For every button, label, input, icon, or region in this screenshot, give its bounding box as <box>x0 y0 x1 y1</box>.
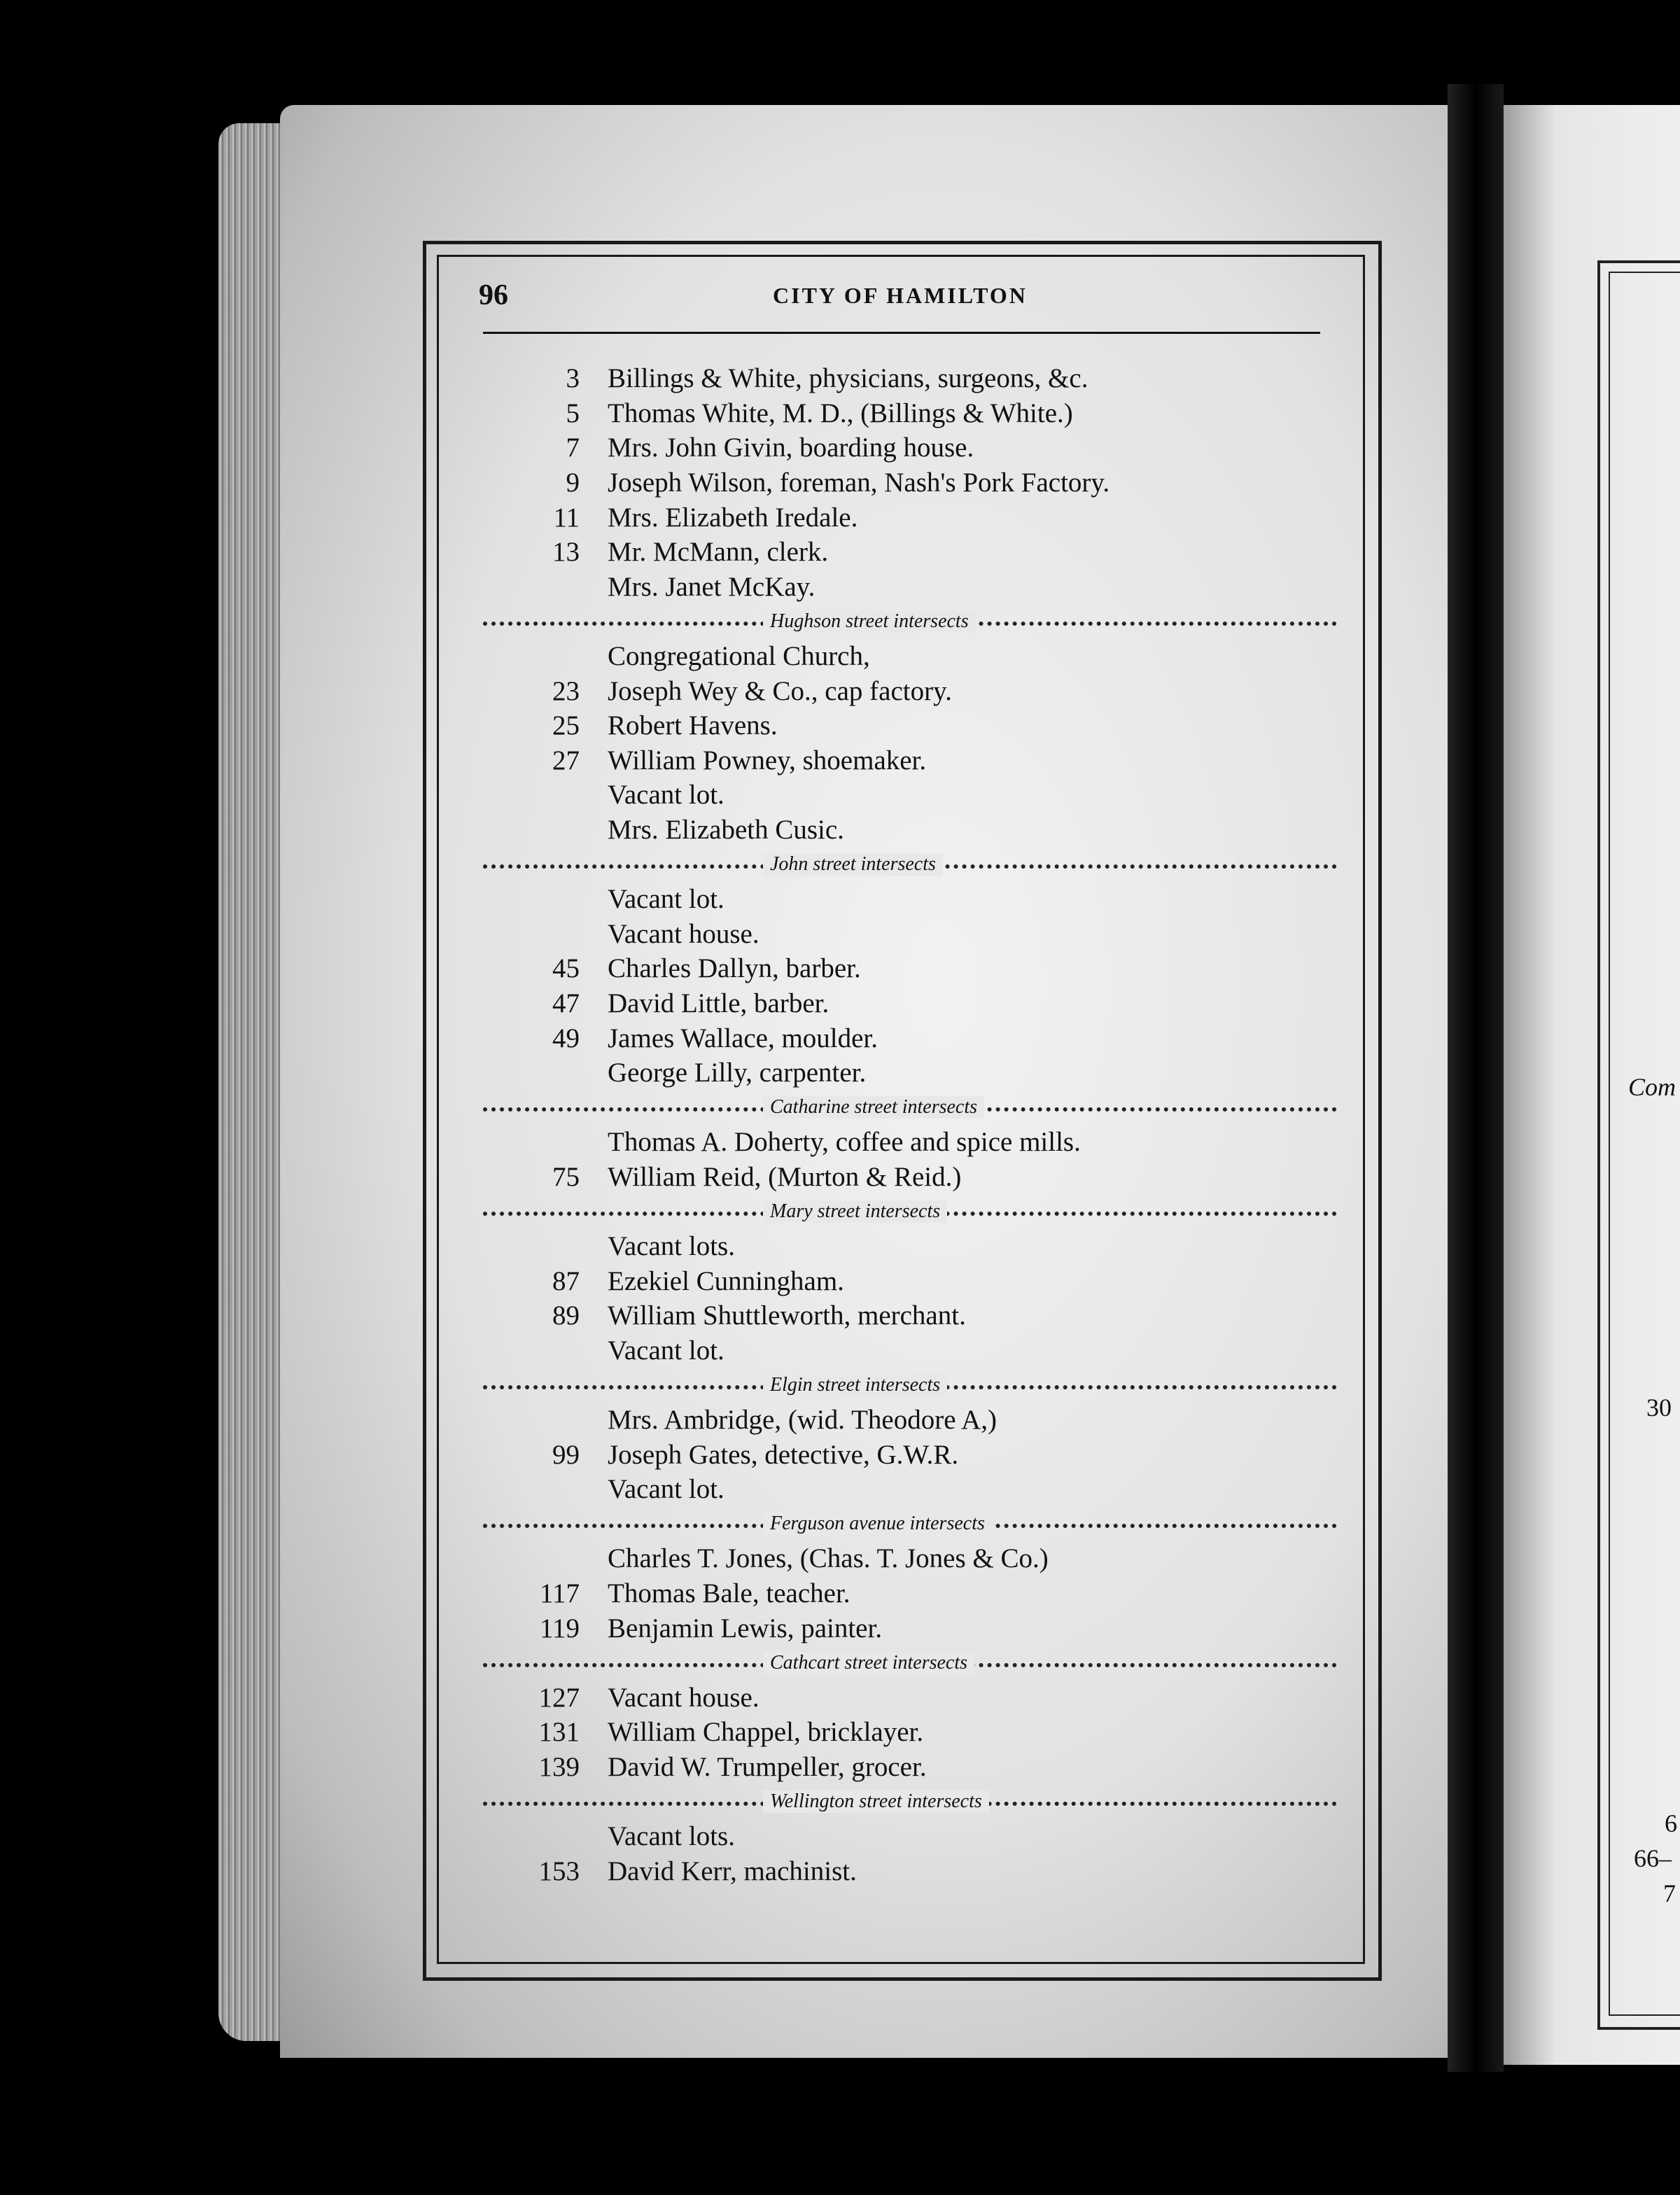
intersection-label: Mary street intersects <box>763 1200 947 1223</box>
street-intersection-divider <box>483 1507 1337 1542</box>
directory-entry <box>483 535 1337 570</box>
occupant-text: Vacant lot. <box>608 780 724 811</box>
occupant-text: Vacant lots. <box>608 1231 735 1262</box>
directory-entry <box>483 639 1337 674</box>
occupant-text: George Lilly, carpenter. <box>608 1058 867 1088</box>
directory-entry <box>483 1750 1337 1785</box>
occupant-text: Thomas Bale, teacher. <box>608 1578 850 1609</box>
intersection-label: John street intersects <box>763 853 943 876</box>
street-intersection-divider <box>483 1090 1337 1125</box>
directory-entry <box>483 951 1337 986</box>
page-number: 96 <box>479 279 508 311</box>
occupant-text: Joseph Wilson, foreman, Nash's Pork Factory. <box>608 468 1110 498</box>
occupant-text: Thomas White, M. D., (Billings & White.) <box>608 398 1073 428</box>
occupant-text: David Little, barber. <box>608 988 830 1018</box>
occupant-text: Mrs. Ambridge, (wid. Theodore A,) <box>608 1405 997 1436</box>
occupant-text: Robert Havens. <box>608 710 778 741</box>
directory-entry <box>483 465 1337 500</box>
header-rule <box>483 332 1320 334</box>
directory-entry <box>483 430 1337 465</box>
directory-entry <box>483 708 1337 743</box>
house-number: 139 <box>538 1752 580 1783</box>
house-number: 99 <box>552 1439 580 1470</box>
directory-entry <box>483 1437 1337 1472</box>
occupant-text: Vacant lot. <box>608 884 724 915</box>
occupant-text: Joseph Wey & Co., cap factory. <box>608 675 952 706</box>
house-number: 127 <box>538 1682 580 1713</box>
intersection-label: Ferguson avenue intersects <box>763 1513 992 1535</box>
right-page-frame-inner <box>1609 272 1680 2016</box>
directory-entry <box>483 1819 1337 1854</box>
directory-entry <box>483 1298 1337 1333</box>
occupant-text: Mrs. Elizabeth Iredale. <box>608 502 858 533</box>
directory-entry <box>483 986 1337 1021</box>
directory-entry <box>483 1715 1337 1750</box>
directory-entry <box>483 778 1337 813</box>
right-page-fragment-7: 7 <box>1663 1879 1676 1907</box>
occupant-text: Charles Dallyn, barber. <box>608 953 861 984</box>
directory-entry <box>483 396 1337 431</box>
occupant-text: Ezekiel Cunningham. <box>608 1265 844 1296</box>
house-number: 5 <box>566 398 580 428</box>
occupant-text: Vacant lots. <box>608 1821 735 1852</box>
occupant-text: Mr. McMann, clerk. <box>608 537 829 568</box>
directory-entry <box>483 813 1337 848</box>
house-number: 9 <box>566 468 580 498</box>
directory-entry <box>483 570 1337 605</box>
house-number: 117 <box>539 1578 580 1609</box>
occupant-text: Charles T. Jones, (Chas. T. Jones & Co.) <box>608 1543 1049 1574</box>
occupant-text: William Chappel, bricklayer. <box>608 1717 924 1748</box>
right-page-fragment-66: 66– <box>1634 1844 1672 1872</box>
occupant-text: William Powney, shoemaker. <box>608 745 927 776</box>
street-intersection-divider <box>483 604 1337 639</box>
directory-entry <box>483 882 1337 917</box>
house-number: 153 <box>538 1856 580 1886</box>
directory-entry <box>483 1403 1337 1438</box>
house-number: 47 <box>552 988 580 1018</box>
directory-entry <box>483 1576 1337 1611</box>
house-number: 13 <box>552 537 580 568</box>
occupant-text: William Reid, (Murton & Reid.) <box>608 1161 962 1192</box>
house-number: 3 <box>566 363 580 394</box>
directory-entry <box>483 1229 1337 1264</box>
directory-entry <box>483 1472 1337 1507</box>
occupant-text: Mrs. Elizabeth Cusic. <box>608 815 844 846</box>
directory-entry <box>483 361 1337 396</box>
house-number: 23 <box>552 675 580 706</box>
directory-entry <box>483 1263 1337 1298</box>
right-page-fragment-30: 30 <box>1646 1394 1672 1422</box>
intersection-label: Catharine street intersects <box>763 1096 984 1118</box>
directory-entry <box>483 1681 1337 1716</box>
directory-entry <box>483 1541 1337 1576</box>
intersection-label: Hughson street intersects <box>763 610 976 633</box>
house-number: 11 <box>553 502 580 533</box>
street-intersection-divider <box>483 1194 1337 1229</box>
running-head: CITY OF HAMILTON <box>773 283 1028 308</box>
street-intersection-divider <box>483 1784 1337 1819</box>
occupant-text: Vacant lot. <box>608 1474 724 1505</box>
house-number: 87 <box>552 1265 580 1296</box>
house-number: 25 <box>552 710 580 741</box>
directory-entry <box>483 743 1337 778</box>
occupant-text: Vacant lot. <box>608 1335 724 1366</box>
house-number: 45 <box>552 953 580 984</box>
street-intersection-divider <box>483 1646 1337 1681</box>
house-number: 75 <box>552 1161 580 1192</box>
house-number: 119 <box>539 1613 580 1643</box>
occupant-text: James Wallace, moulder. <box>608 1023 878 1053</box>
directory-entry <box>483 1021 1337 1056</box>
occupant-text: William Shuttleworth, merchant. <box>608 1300 966 1331</box>
directory-entry <box>483 1333 1337 1368</box>
directory-entry <box>483 1611 1337 1646</box>
occupant-text: Vacant house. <box>608 1682 760 1713</box>
intersection-label: Wellington street intersects <box>763 1790 989 1813</box>
occupant-text: Billings & White, physicians, surgeons, &c. <box>608 363 1088 394</box>
directory-entry <box>483 917 1337 952</box>
occupant-text: Mrs. Janet McKay. <box>608 571 816 602</box>
street-intersection-divider <box>483 847 1337 882</box>
occupant-text: David W. Trumpeller, grocer. <box>608 1752 927 1783</box>
occupant-text: David Kerr, machinist. <box>608 1856 857 1886</box>
occupant-text: Mrs. John Givin, boarding house. <box>608 433 974 463</box>
house-number: 89 <box>552 1300 580 1331</box>
directory-listing <box>483 361 1337 1888</box>
intersection-label: Cathcart street intersects <box>763 1652 974 1674</box>
occupant-text: Joseph Gates, detective, G.W.R. <box>608 1439 959 1470</box>
intersection-label: Elgin street intersects <box>763 1374 947 1396</box>
occupant-text: Thomas A. Doherty, coffee and spice mills. <box>608 1127 1081 1158</box>
directory-entry <box>483 673 1337 708</box>
directory-entry <box>483 1056 1337 1091</box>
occupant-text: Vacant house. <box>608 918 760 949</box>
occupant-text: Congregational Church, <box>608 641 870 672</box>
directory-entry <box>483 1854 1337 1889</box>
street-intersection-divider <box>483 1368 1337 1403</box>
house-number: 7 <box>566 433 580 463</box>
book-gutter <box>1448 84 1504 2072</box>
directory-entry <box>483 500 1337 535</box>
directory-entry <box>483 1160 1337 1195</box>
house-number: 131 <box>538 1717 580 1748</box>
house-number: 49 <box>552 1023 580 1053</box>
house-number: 27 <box>552 745 580 776</box>
directory-entry <box>483 1125 1337 1160</box>
occupant-text: Benjamin Lewis, painter. <box>608 1613 883 1643</box>
right-page-fragment-com: Com <box>1628 1073 1676 1101</box>
right-page-fragment-6: 6 <box>1665 1809 1677 1837</box>
